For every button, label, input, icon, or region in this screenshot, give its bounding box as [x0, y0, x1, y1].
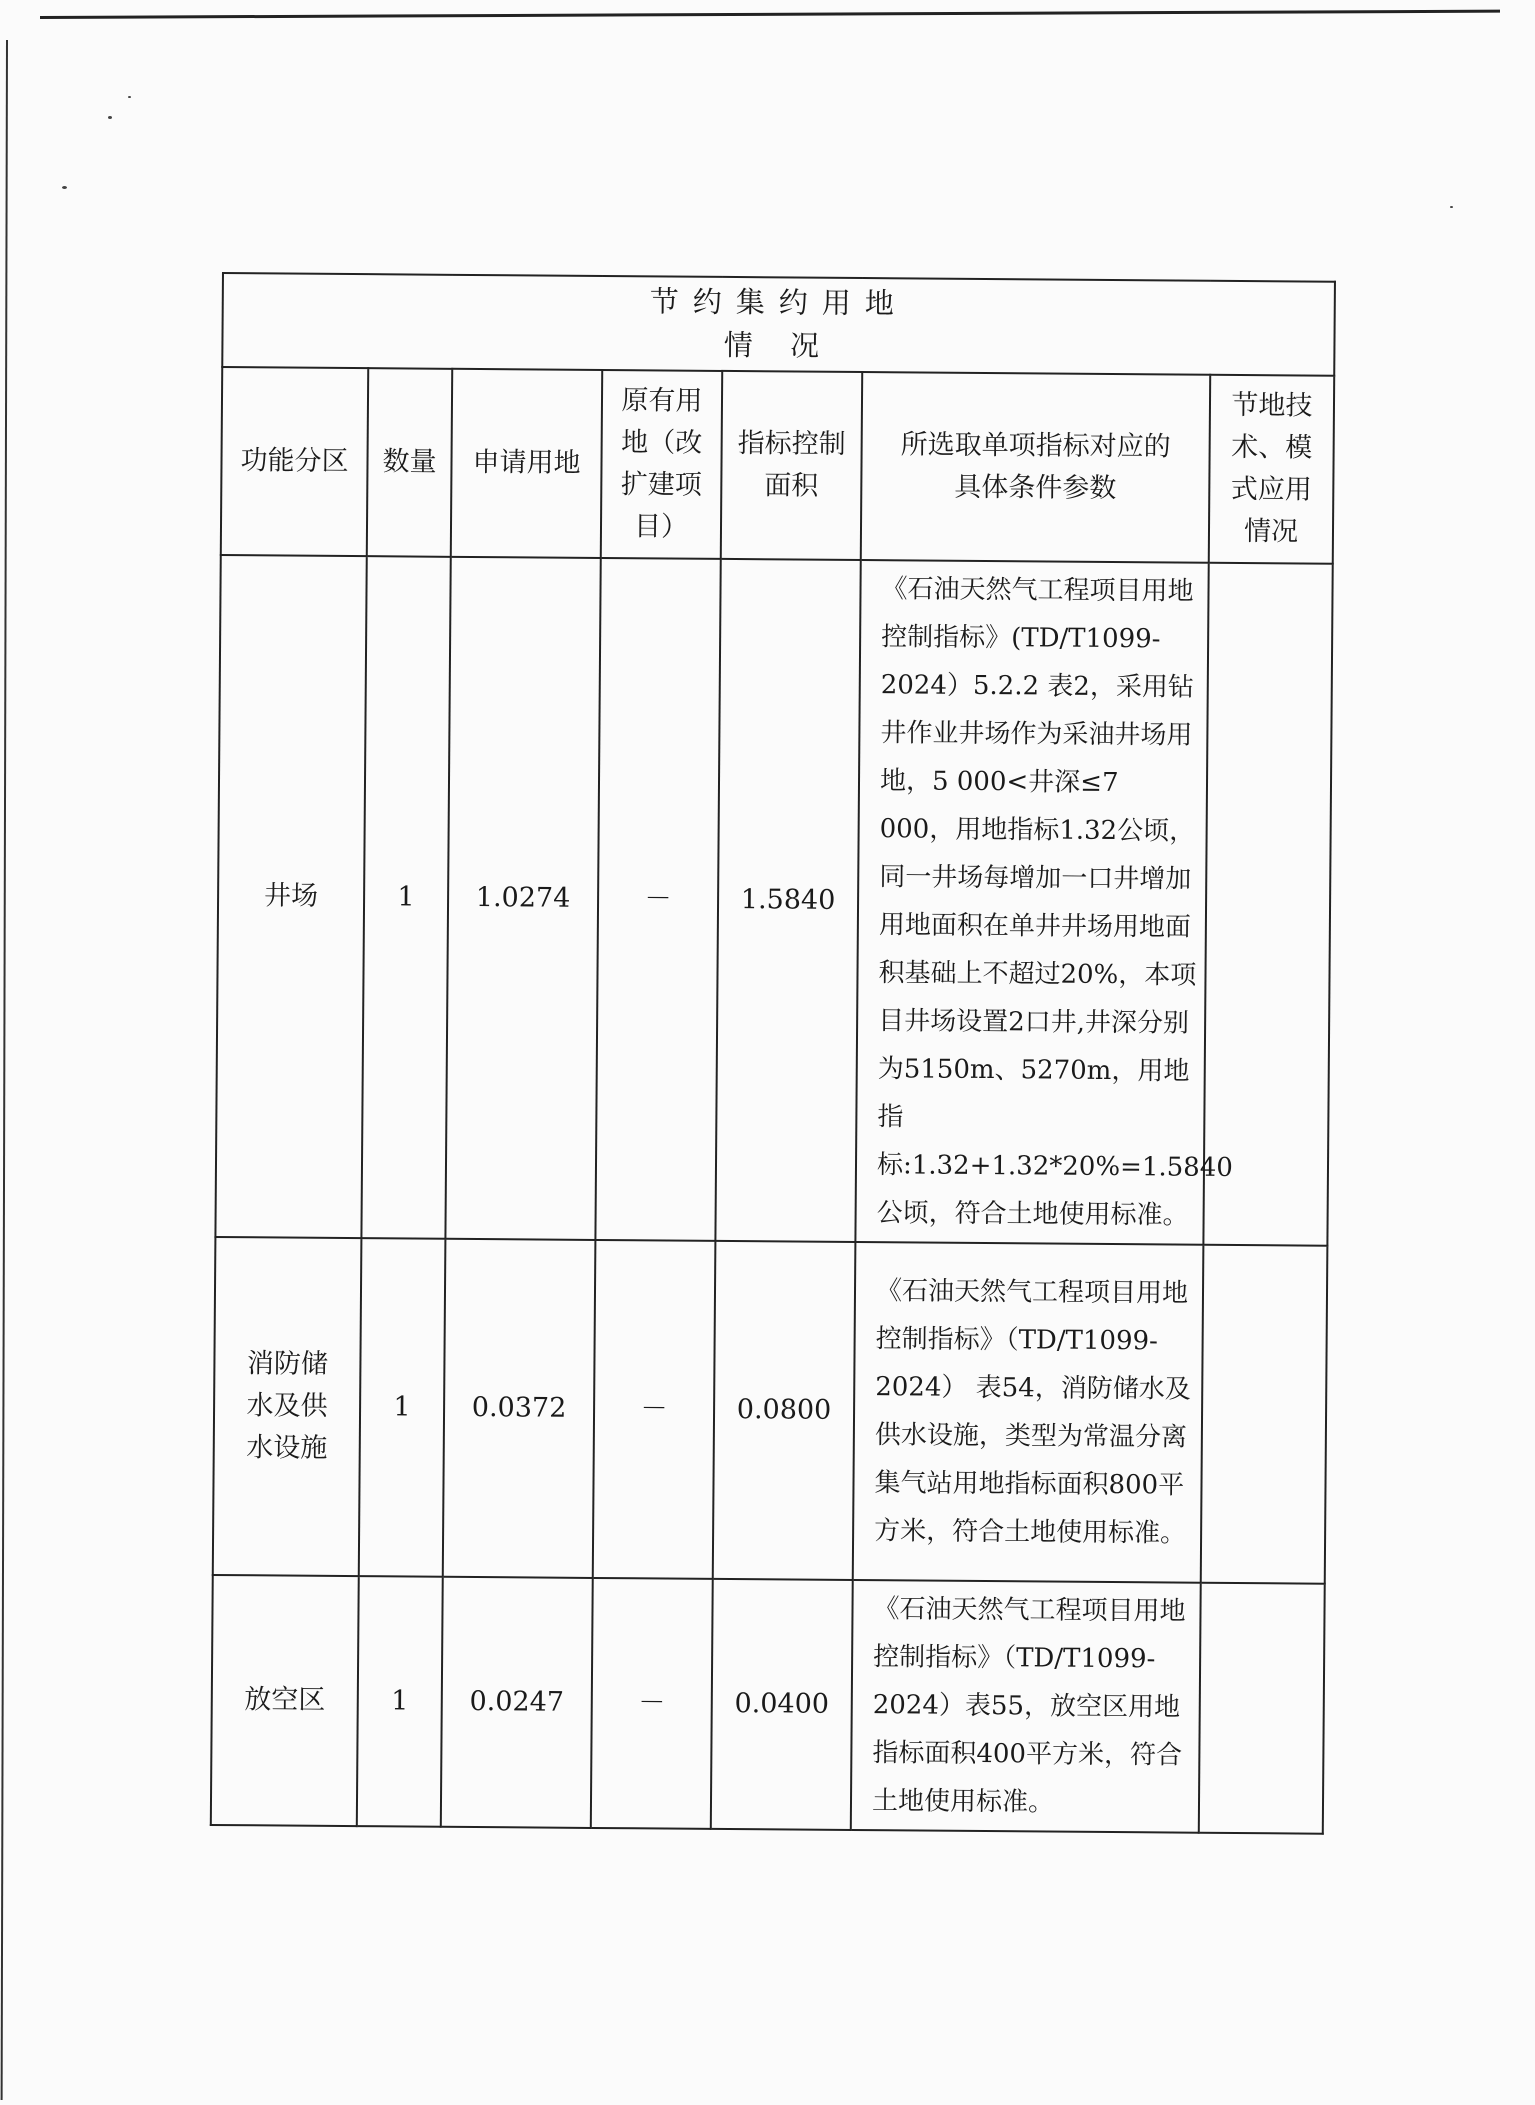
cell-control: 0.0800	[713, 1241, 856, 1580]
header-original: 原有用地（改扩建项目）	[601, 370, 722, 559]
cell-original: －	[593, 1240, 716, 1579]
table-row	[215, 555, 1332, 1246]
table-title	[222, 273, 1335, 376]
cell-original: －	[591, 1578, 713, 1829]
scan-left-edge	[1, 40, 8, 2100]
scan-speck	[108, 116, 112, 119]
cell-zone: 放空区	[211, 1575, 359, 1826]
cell-applied: 0.0247	[441, 1577, 593, 1828]
table-row	[211, 1575, 1325, 1834]
cell-zone: 消防储水及供水设施	[213, 1237, 362, 1576]
table-row	[213, 1237, 1328, 1584]
cell-conditions: 《石油天然气工程项目用地控制指标》(TD/T1099-2024）5.2.2 表2，采用钻井作业井场作为采油井场用地，5 000<井深≤7 000，用地指标1.32公顷，同一井场每增加一口井增加用地面积在单井井场用地面积基础上不超过20%，本项目井场设置2口井,井深分别为5150m、5270m，用地指标:1.32+1.32*20%=1.5840公顷，符合土地使用标准。	[855, 560, 1208, 1245]
cell-control: 0.0400	[711, 1579, 853, 1830]
scan-speck	[1450, 206, 1453, 208]
header-control: 指标控制面积	[721, 371, 862, 560]
cell-tech	[1199, 1583, 1325, 1834]
scan-speck	[62, 186, 67, 189]
land-use-table	[210, 272, 1336, 1835]
cell-applied: 0.0372	[443, 1239, 596, 1578]
header-count: 数量	[367, 368, 452, 557]
cell-control: 1.5840	[715, 559, 860, 1242]
cell-tech	[1201, 1245, 1328, 1584]
header-conditions: 所选取单项指标对应的具体条件参数	[861, 372, 1210, 563]
cell-conditions: 《石油天然气工程项目用地控制指标》（TD/T1099-2024） 表54，消防储水及供水设施，类型为常温分离集气站用地指标面积800平方米，符合土地使用标准。	[853, 1242, 1204, 1583]
cell-count: 1	[357, 1576, 443, 1827]
cell-zone: 井场	[215, 555, 366, 1238]
cell-original: －	[595, 558, 720, 1241]
cell-count: 1	[361, 556, 450, 1239]
header-row	[221, 367, 1334, 564]
land-use-table-wrapper	[210, 272, 1334, 1835]
cell-conditions: 《石油天然气工程项目用地控制指标》（TD/T1099-2024）表55，放空区用地指标面积400平方米，符合土地使用标准。	[851, 1580, 1201, 1833]
cell-applied: 1.0274	[445, 557, 600, 1240]
scan-top-edge	[40, 10, 1500, 19]
header-applied: 申请用地	[451, 369, 602, 558]
table-title-line1: 节约集约用地	[649, 283, 908, 320]
header-zone: 功能分区	[221, 367, 368, 556]
scan-speck	[128, 96, 131, 98]
header-tech: 节地技术、模式应用情况	[1209, 375, 1335, 564]
cell-count: 1	[359, 1238, 446, 1577]
table-title-line2: 情 况	[723, 327, 834, 363]
